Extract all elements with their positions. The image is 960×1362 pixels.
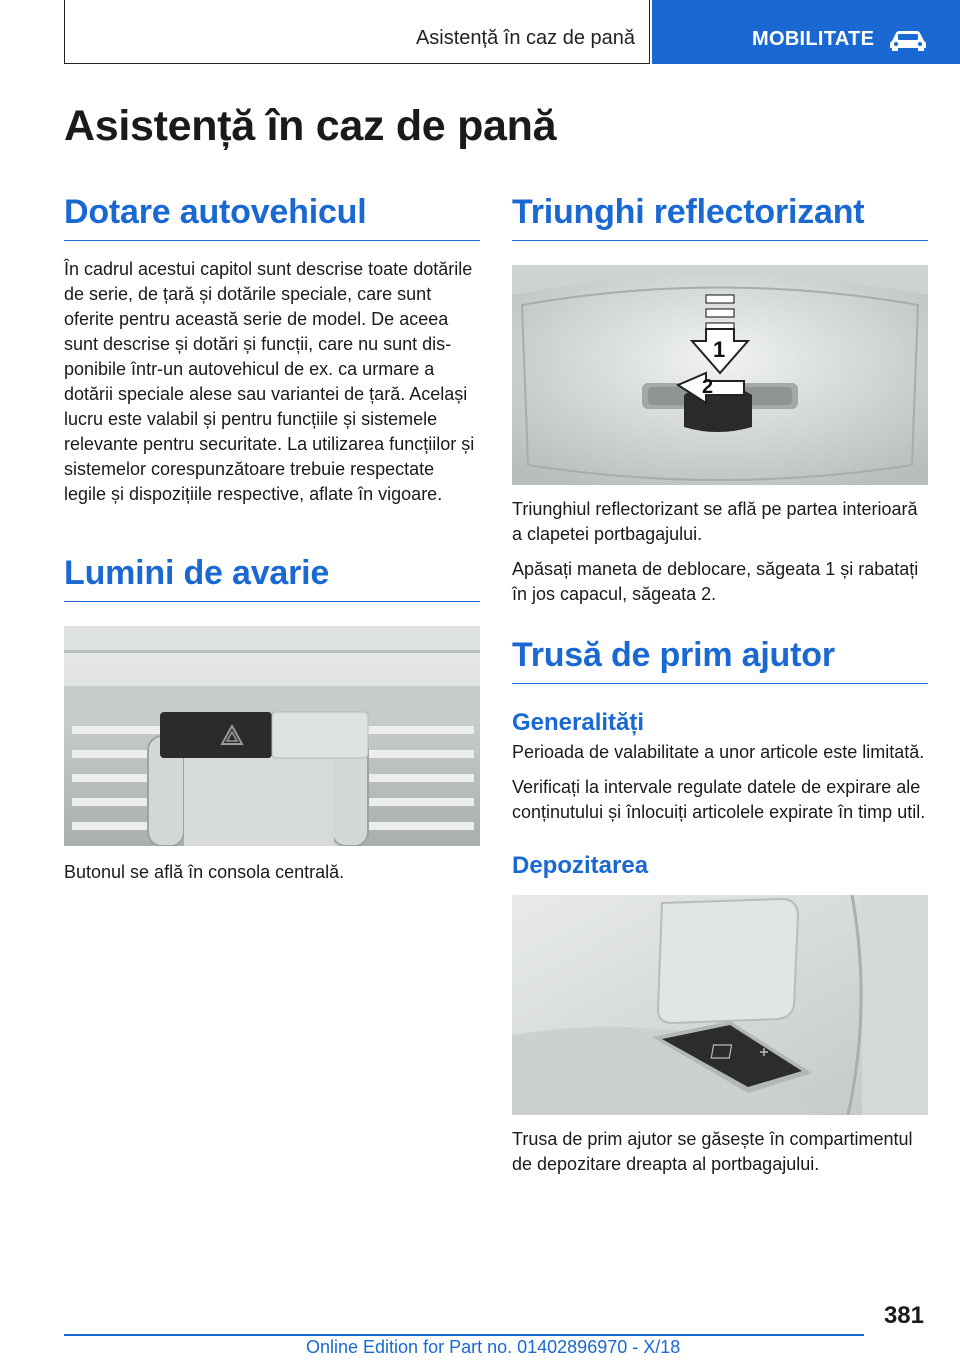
paragraph-validity: Perioada de valabilitate a unor articole este limitată. [512, 742, 925, 762]
page-number: 381 [883, 1302, 924, 1329]
paragraph-triangle-location: Triunghiul reflectorizant se află pe partea interioară a clapetei portbagajului. [512, 499, 918, 544]
heading-hazard-lights: Lumini de avarie [64, 551, 480, 602]
warning-triangle-image [512, 265, 928, 485]
paragraph-triangle-instructions: Apăsați maneta de deblocare, săgeata 1 și rabatați în jos capacul, săgeata 2. [512, 559, 919, 604]
caption-hazard-lights: Butonul se află în consola centrală. [64, 862, 345, 882]
paragraph-check-expiry: Verificați la intervale regulate datele de expirare ale conținutului și înlocuiți articolele expirate în timp util. [512, 777, 926, 822]
header-chapter-title: Asistență în caz de pană [415, 27, 635, 49]
heading-warning-triangle: Triunghi reflectorizant [512, 190, 928, 241]
left-column [64, 190, 480, 885]
hazard-button-image [64, 626, 480, 846]
heading-first-aid-kit: Trusă de prim ajutor [512, 633, 928, 684]
first-aid-storage-image [512, 895, 928, 1115]
caption-first-aid-storage: Trusa de prim ajutor se găsește în compartimentul de depozitare dreapta al portbagajului. [512, 1129, 913, 1174]
figure-arrow-label-1: 1 [713, 337, 726, 362]
figure-arrow-label-2: 2 [702, 376, 714, 398]
car-icon [889, 29, 927, 51]
header-chapter-box [64, 0, 650, 64]
paragraph-vehicle-equipment: În cadrul acestui capitol sunt descrise toate dotările de serie, de țară și dotările speciale, care sunt oferite pentru această serie de model. De aceea sunt descrise și dotări și funcții, care nu sunt disponibile într-un autovehicul de ex. ca urmare a dotării speciale alese sau variantei de țară. Același lucru este valabil și pentru funcțiile și sistemele relevante pentru securitate. La utilizarea funcțiilor și sistemelor corespunzătoare trebuie respectate legile și dispozițiile respective, aflate în vigoare. [64, 259, 475, 504]
heading-vehicle-equipment: Dotare autovehicul [64, 190, 480, 241]
heading-storage: Depozitarea [512, 852, 649, 879]
footer-divider [64, 1334, 864, 1336]
right-column [512, 190, 928, 1177]
header-section-tab[interactable] [652, 0, 960, 64]
page-title: Asistență în caz de pană [64, 102, 557, 150]
heading-general-info: Generalități [512, 709, 645, 736]
edition-info: Online Edition for Part no. 01402896970 - X/18 [306, 1337, 681, 1357]
header-section-label: MOBILITATE [752, 28, 875, 50]
